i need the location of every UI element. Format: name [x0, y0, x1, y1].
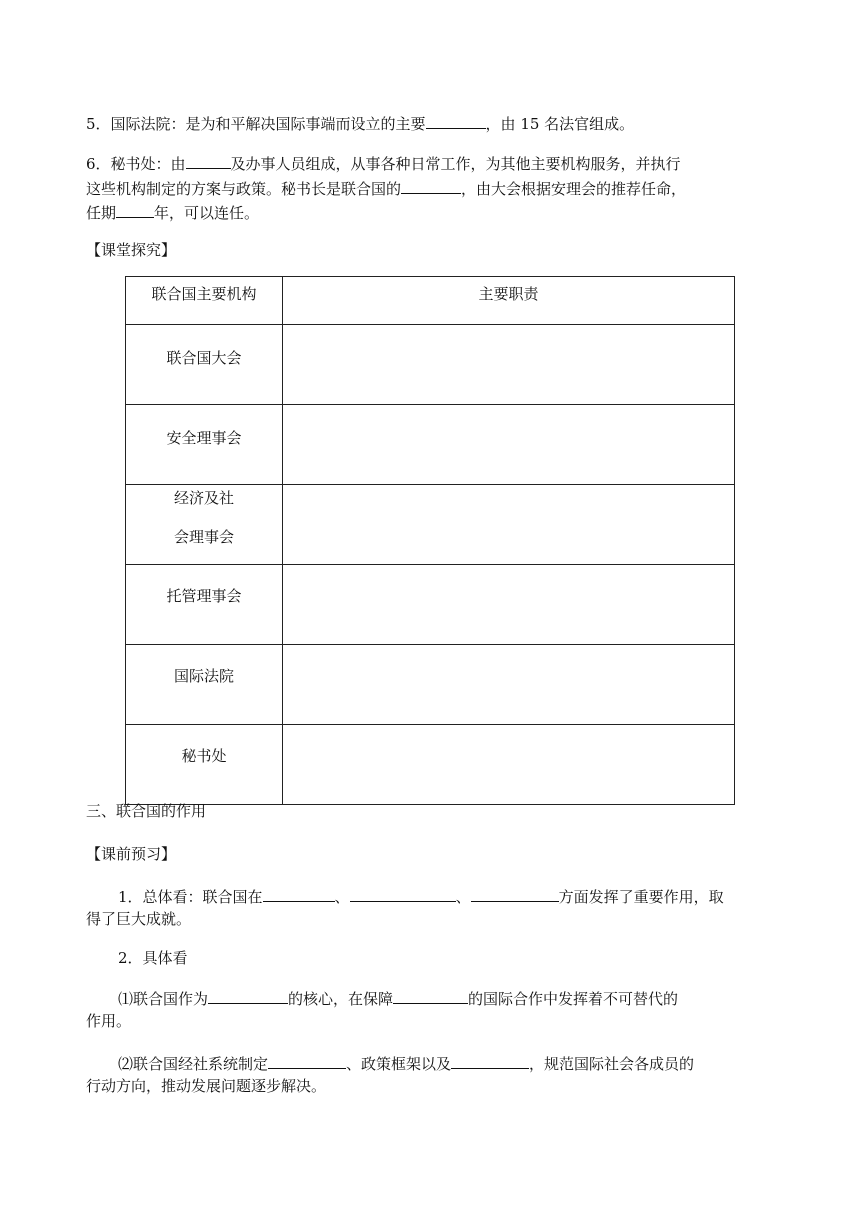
org-name: 会理事会 — [173, 528, 234, 546]
table-header-org: 联合国主要机构 — [126, 277, 283, 325]
preview-heading: 【课前预习】 — [86, 845, 177, 863]
item6-text: 任期 — [86, 204, 117, 222]
org-name: 联合国大会 — [166, 349, 242, 367]
table-answer-cell[interactable] — [283, 485, 735, 565]
item6-text: 及办事人员组成，从事各种日常工作，为其他主要机构服务，并执行 — [230, 155, 681, 173]
p1-line-1 — [118, 885, 724, 907]
p2-1-text: ⑴联合国作为 — [118, 990, 209, 1008]
item6-text: 6．秘书处：由 — [86, 155, 186, 173]
p1-text: 方面发挥了重要作用，取 — [558, 888, 724, 906]
blank-field[interactable] — [393, 987, 468, 1004]
p2-1-line-2: 作用。 — [86, 1012, 132, 1030]
table-row-label — [126, 485, 283, 565]
p2-2-line-1 — [118, 1052, 694, 1074]
item5-text-a: 5．国际法院：是为和平解决国际事端而设立的主要 — [86, 115, 426, 133]
p2-2-line-2: 行动方向，推动发展问题逐步解决。 — [86, 1077, 327, 1095]
table-answer-cell[interactable] — [283, 565, 735, 645]
table-row-label — [126, 405, 283, 485]
duty-table — [125, 276, 735, 805]
blank-field[interactable] — [401, 177, 461, 194]
table-row-label — [126, 325, 283, 405]
blank-field[interactable] — [208, 987, 288, 1004]
blank-field[interactable] — [451, 1052, 529, 1069]
p2-2-text: ⑵联合国经社系统制定 — [118, 1055, 269, 1073]
table-row-label — [126, 565, 283, 645]
item6-text: 这些机构制定的方案与政策。秘书长是联合国的 — [86, 180, 402, 198]
table-answer-cell[interactable] — [283, 405, 735, 485]
section-3-title: 三、联合国的作用 — [86, 802, 207, 820]
explore-heading: 【课堂探究】 — [86, 241, 177, 259]
item-6-line-2 — [86, 177, 686, 199]
blank-field[interactable] — [116, 201, 154, 218]
blank-field[interactable] — [350, 885, 456, 902]
table-answer-cell[interactable] — [283, 645, 735, 725]
p1-text: 1．总体看：联合国在 — [118, 888, 263, 906]
table-answer-cell[interactable] — [283, 725, 735, 805]
blank-field[interactable] — [186, 152, 231, 169]
item-5 — [86, 112, 634, 134]
org-name: 经济及社 — [173, 489, 234, 507]
item6-text: ，由大会根据安理会的推荐任命， — [461, 180, 687, 198]
p1-text: 、 — [334, 888, 350, 906]
blank-field[interactable] — [426, 112, 486, 129]
table-row-label — [126, 645, 283, 725]
p2-1-line-1 — [118, 987, 678, 1009]
table-header-duty: 主要职责 — [283, 277, 735, 325]
p2-2-text: 、政策框架以及 — [346, 1055, 452, 1073]
item-6-line-1 — [86, 152, 681, 174]
item-6-line-3 — [86, 201, 259, 223]
p2-1-text: 的核心，在保障 — [288, 990, 394, 1008]
table-row-label — [126, 725, 283, 805]
item5-text-b: ，由 15 名法官组成。 — [485, 115, 635, 133]
org-name: 国际法院 — [173, 667, 234, 685]
blank-field[interactable] — [263, 885, 335, 902]
p1-text: 、 — [455, 888, 471, 906]
p2-1-text: 的国际合作中发挥着不可替代的 — [468, 990, 679, 1008]
org-name: 安全理事会 — [166, 429, 242, 447]
table-answer-cell[interactable] — [283, 325, 735, 405]
blank-field[interactable] — [471, 885, 559, 902]
item6-text: 年，可以连任。 — [154, 204, 260, 222]
p2-heading: 2．具体看 — [118, 949, 188, 967]
org-name: 秘书处 — [181, 747, 227, 765]
p2-2-text: ，规范国际社会各成员的 — [529, 1055, 695, 1073]
p1-line-2: 得了巨大成就。 — [86, 910, 192, 928]
blank-field[interactable] — [268, 1052, 346, 1069]
org-name: 托管理事会 — [166, 587, 242, 605]
